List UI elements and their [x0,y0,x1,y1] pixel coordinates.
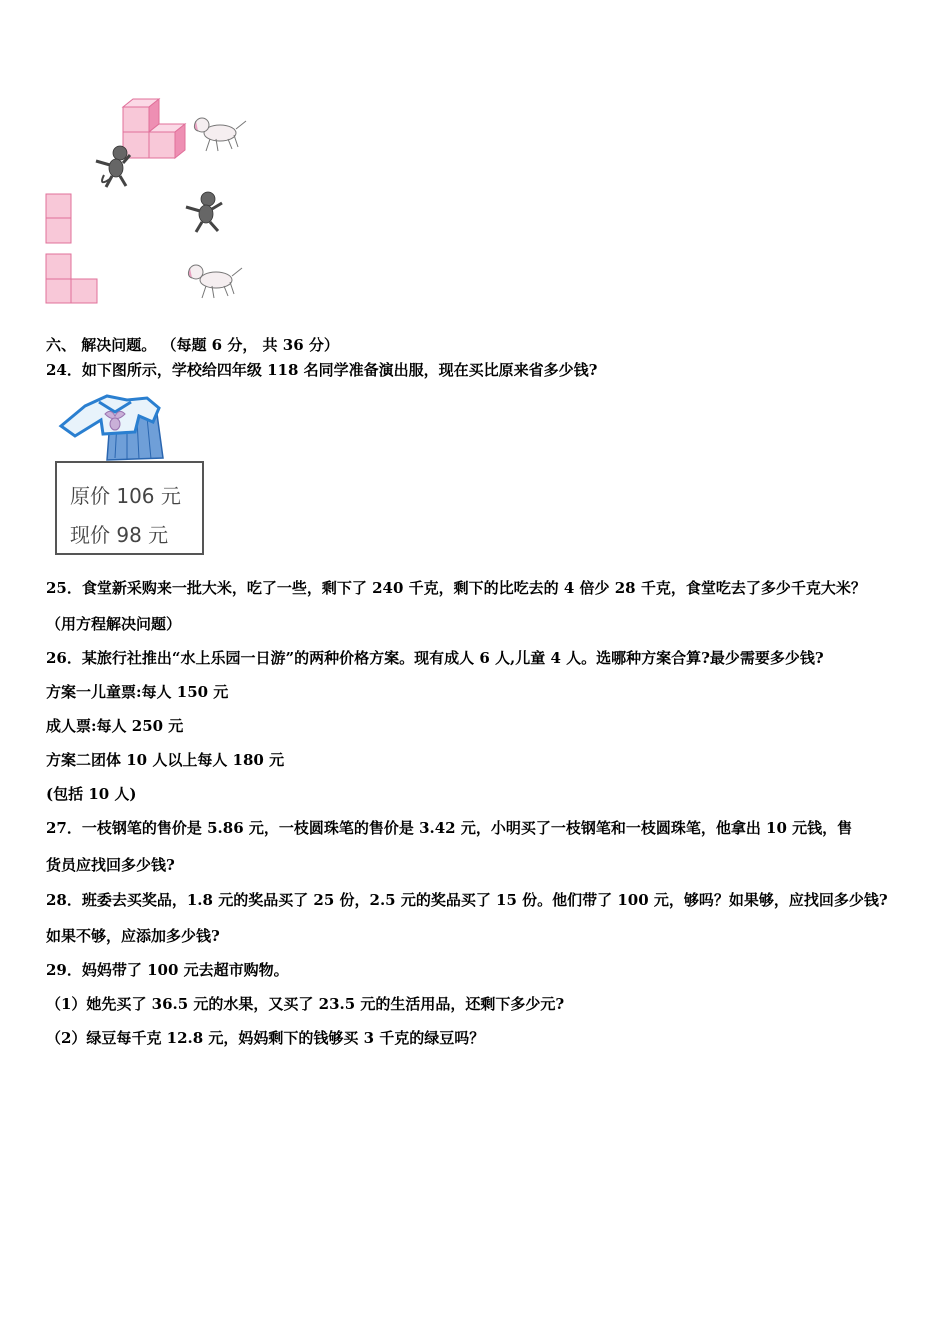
question-29-part-1: （1）她先买了 36.5 元的水果，又买了 23.5 元的生活用品，还剩下多少元? [46,995,565,1013]
question-26-plan-1-child: 方案一儿童票:每人 150 元 [46,683,229,701]
question-24: 24．如下图所示，学校给四年级 118 名同学准备演出服，现在买比原来省多少钱? [46,361,598,379]
monkey-icon [96,146,130,187]
dog-icon [188,265,242,298]
section-header: 六、 解决问题。 （每题 6 分， 共 36 分） [46,336,339,354]
question-27-cont: 货员应找回多少钱? [46,856,175,874]
question-26-plan-2: 方案二团体 10 人以上每人 180 元 [46,751,285,769]
cube-views-figure [40,95,260,310]
question-26-plan-1-adult: 成人票:每人 250 元 [46,717,184,735]
question-29-part-2: （2）绿豆每千克 12.8 元，妈妈剩下的钱够买 3 千克的绿豆吗？ [46,1029,485,1047]
view-side-squares [46,254,97,303]
current-price: 现价 98 元 [70,523,169,547]
question-25-note: （用方程解决问题） [46,615,182,633]
question-28: 28．班委去买奖品，1.8 元的奖品买了 25 份，2.5 元的奖品买了 15 份。他们带了 100 元，够吗？如果够，应找回多少钱? [46,891,888,909]
price-card [55,461,204,555]
question-27: 27．一枝钢笔的售价是 5.86 元，一枝圆珠笔的售价是 3.42 元，小明买了一枝钢笔和一枝圆珠笔，他拿出 10 元钱，售 [46,819,853,837]
question-28-cont: 如果不够，应添加多少钱? [46,927,220,945]
question-25: 25．食堂新采购来一批大米，吃了一些，剩下了 240 千克，剩下的比吃去的 4 倍少 28 千克，食堂吃去了多少千克大米？ [46,579,866,597]
view-front-squares [46,194,71,243]
question-26: 26．某旅行社推出“水上乐园一日游”的两种价格方案。现有成人 6 人,儿童 4 人。选哪种方案合算?最少需要多少钱? [46,649,824,667]
costume-illustration [55,392,170,464]
question-26-plan-2-note: (包括 10 人) [46,785,137,803]
original-price: 原价 106 元 [70,484,181,508]
monkey-icon [186,192,222,232]
cube-structure [123,99,185,158]
dog-icon [194,118,246,151]
question-29: 29．妈妈带了 100 元去超市购物。 [46,961,289,979]
